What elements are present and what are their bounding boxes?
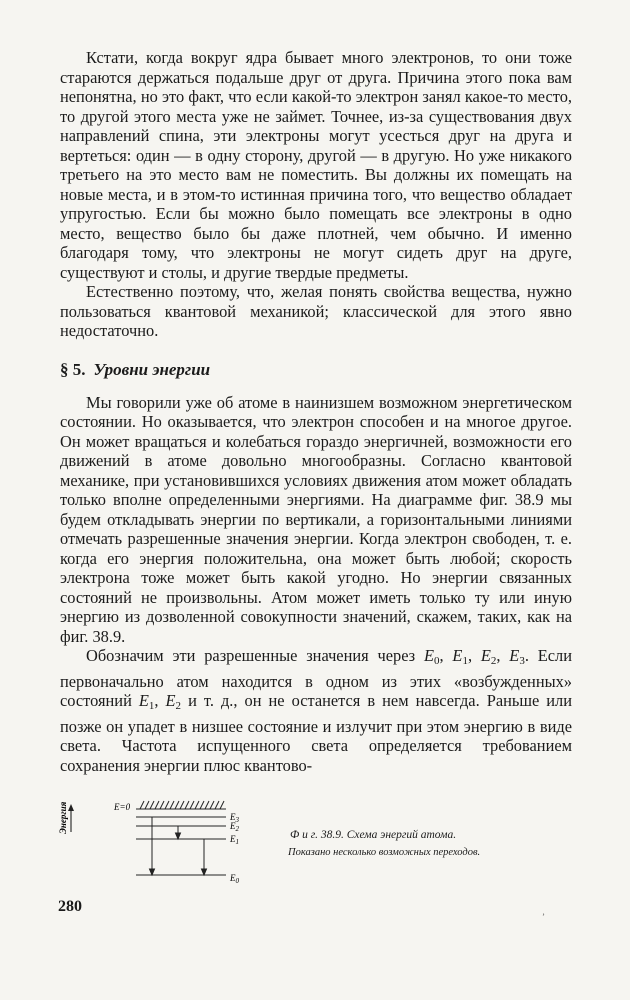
label-e1: $E_1$ [230, 834, 239, 846]
label-e-zero: E=0 [114, 802, 131, 812]
section-heading [60, 359, 572, 381]
caption-title: Ф и г. 38.9. Схема энергий атома. [290, 829, 457, 841]
figure-caption [288, 826, 548, 862]
stray-mark: ʼ [542, 912, 545, 922]
continuum-hatching [136, 801, 226, 809]
page-number: 280 [58, 898, 82, 915]
energy-diagram-svg [56, 792, 306, 892]
label-e0: $E_0$ [230, 873, 239, 885]
label-e3: $E_3$ [230, 812, 239, 824]
paragraph-energy-levels: Мы говорили уже об атоме в наинизшем возможном энергетическом состоянии. Но оказывается, что электрон способен и на многое другое. Он может вращаться и колебаться гораздо энергичней, возможности его движений в атоме довольно многообразны. Согласно квантовой механике, при установившихся условиях движения атом может обладать только вполне определенными энергиями. На диаграмме фиг. 38.9 мы будем откладывать энергии по вертикали, а горизонтальными линиями отмечать разрешенные значения энергии. Когда электрон свободен, т. е. когда его энергия положительна, она может быть любой; скорость электрона тоже может быть какой угодно. Но энергии связанных состояний не произвольны. Атом может иметь только ту или иную энергию из дозволенной совокупности значений, скажем, таких, как на фиг. 38.9. [60, 392, 572, 646]
energy-levels [136, 817, 226, 875]
paragraph-allowed-values: Обозначим эти разрешенные значения через $E_0$, $E_1$, $E_2$, $E_3$. Если первоначально атом находится в одном из этих «возбужденных» состояний $E_1$, $E_2$ и т. д., он не останется в нем навсегда. Раньше или позже он упадет в низшее состояние и излучит при этом энергию в виде света. Частота испущенного света определяется требованием сохранения энергии плюс квантово- [60, 646, 572, 775]
level-labels [229, 812, 240, 885]
axis-label-energy: Энергия [58, 801, 68, 834]
axis-arrow [68, 804, 74, 832]
paragraph-electrons: Кстати, когда вокруг ядра бывает много электронов, то они тоже стараются держаться подальше друг от друга. Причина этого пока вам непонятна, но это факт, что если какой-то электрон занял какое-то место, то другой этого места уже не займет. Точнее, из-за существования двух направлений спина, эти электроны могут усесться друг на друга и вертеться: один — в одну сторону, другой — в другую. Но уже никакого третьего на это место вам не поместить. Вы должны их помещать на новые места, и в этом-то истинная причина того, что вещество обладает упругостью. Если бы можно было помещать все электроны в одно место, вещество было бы даже плотней, чем обычно. И именно благодаря тому, что электроны не могут сидеть друг на друге, существуют и столы, и другие твердые предметы. [60, 48, 572, 282]
paragraph-quantum: Естественно поэтому, что, желая понять свойства вещества, нужно пользоваться квантовой механикой; классической для этого явно недостаточно. [60, 282, 572, 340]
energy-diagram [56, 792, 306, 892]
page-body [60, 48, 572, 775]
caption-description: Показано несколько возможных переходов. [288, 847, 481, 858]
section-number: § 5. [60, 359, 86, 379]
label-e2: $E_2$ [230, 821, 239, 833]
section-title: Уровни энергии [93, 359, 211, 379]
